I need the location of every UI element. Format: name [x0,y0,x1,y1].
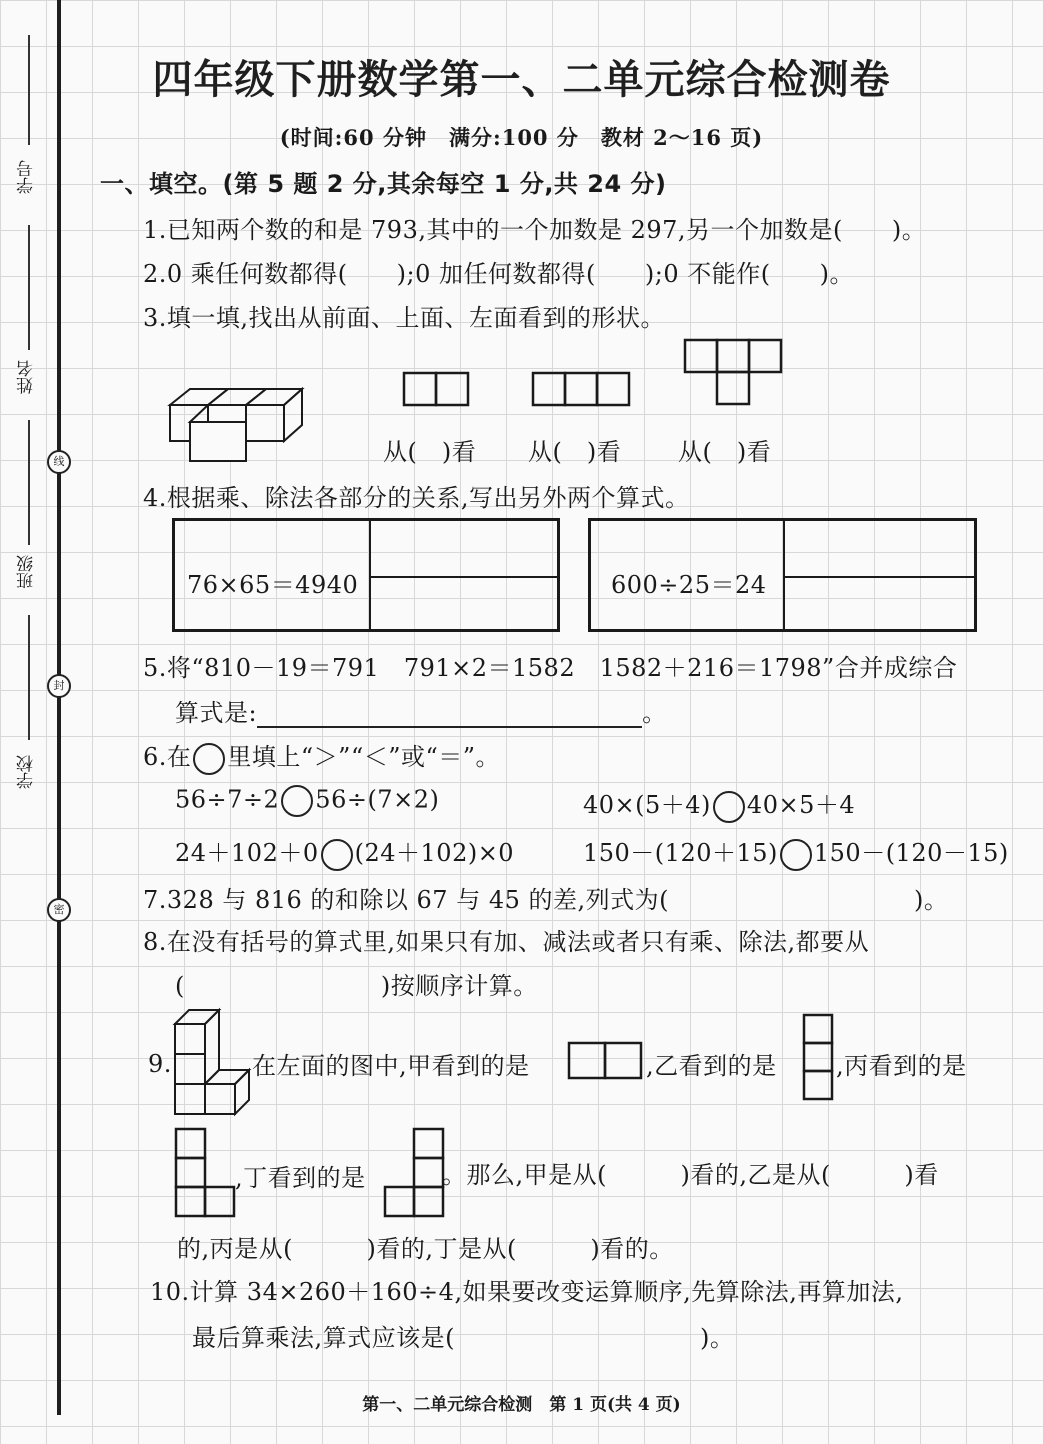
margin-blank-2 [28,225,30,350]
question-1: 1.已知两个数的和是 793,其中的一个加数是 297,另一个加数是( )。 [143,216,927,244]
q9-view-bing [175,1128,237,1218]
q4-box-1 [172,518,560,632]
binding-line [57,0,61,1415]
question-5-line-2 [175,693,667,728]
q9-number: 9. [148,1050,172,1078]
q3-view-c [684,339,784,409]
question-10-line-1: 10.计算 34×260＋160÷4,如果要改变运算顺序,先算除法,再算加法, [150,1278,904,1306]
q6-row-1-right [583,785,855,823]
question-4: 4.根据乘、除法各部分的关系,写出另外两个算式。 [143,484,690,512]
q6-circle-example [193,743,225,775]
q4-divider-1 [369,521,371,629]
question-10-line-2: 最后算乘法,算式应该是( )。 [192,1324,735,1352]
question-5-line-1: 5.将“810－19＝791 791×2＝1582 1582＋216＝1798”合并成综合 [143,654,958,682]
q4-eq-2: 600÷25＝24 [611,571,767,599]
page-title: 四年级下册数学第一、二单元综合检测卷 [152,57,891,103]
question-7: 7.328 与 816 的和除以 67 与 45 的差,列式为( )。 [143,886,949,914]
q4-box-2 [588,518,977,632]
q3-label-b: 从( )看 [528,438,622,466]
margin-blank-3 [28,420,30,545]
q5-prefix: 算式是: [175,699,258,727]
q5-answer-blank[interactable] [257,704,642,728]
q9-text-6: 的,丙是从( )看的,丁是从( )看的。 [177,1235,674,1263]
section-heading: 一、填空。(第 5 题 2 分,其余每空 1 分,共 24 分) [100,170,667,198]
q9-view-yi [803,1014,835,1100]
q9-cube-solid [174,1008,254,1118]
q9-text-3: ,丙看到的是 [836,1052,967,1080]
q3-label-a: 从( )看 [383,438,477,466]
mark-seal: 封 [47,674,71,698]
q6-text-a: 6.在 [143,743,192,771]
q6-expr: 150－(120＋15) [583,839,778,867]
question-3: 3.填一填,找出从前面、上面、左面看到的形状。 [143,304,666,332]
mark-secret: 密 [47,898,71,922]
q6-compare-circle[interactable] [780,839,812,871]
q6-expr: 40×(5＋4) [583,791,711,819]
q4-answer-line-2[interactable] [785,576,975,578]
q6-row-1-left [175,785,439,817]
page-subtitle: (时间:60 分钟 满分:100 分 教材 2～16 页) [279,125,764,150]
q9-text-1: 在左面的图中,甲看到的是 [252,1052,530,1080]
q6-expr: 24＋102＋0 [175,839,319,867]
question-8-line-1: 8.在没有括号的算式里,如果只有加、减法或者只有乘、除法,都要从 [143,928,870,956]
q5-suffix: 。 [642,699,667,727]
margin-blank-4 [28,615,30,740]
q6-expr: 150－(120－15) [813,839,1009,867]
margin-student-no: 学号 [17,160,37,194]
margin-class: 班级 [17,555,37,589]
q6-row-2-left [175,833,514,871]
q4-divider-2 [783,521,785,629]
q6-compare-circle[interactable] [281,785,313,817]
question-2: 2.0 乘任何数都得( );0 加任何数都得( );0 不能作( )。 [143,260,854,288]
q6-expr: 56÷(7×2) [315,785,440,814]
q6-expr: 40×5＋4 [746,791,856,819]
q3-view-a [403,372,473,408]
q9-view-jia [568,1042,644,1080]
q6-row-2-right [583,833,1009,871]
q6-expr: 56÷7÷2 [175,785,280,814]
q9-text-5: 。那么,甲是从( )看的,乙是从( )看 [442,1161,939,1189]
page-footer: 第一、二单元综合检测 第 1 页(共 4 页) [362,1395,681,1415]
q3-cube-solid [168,385,308,465]
q9-view-ding [384,1128,446,1218]
q6-compare-circle[interactable] [713,791,745,823]
mark-line: 线 [47,450,71,474]
q3-view-b [532,372,632,408]
question-8-line-2: ( )按顺序计算。 [175,972,538,1000]
q6-expr: (24＋102)×0 [354,839,515,867]
q4-eq-1: 76×65＝4940 [187,571,359,599]
q9-text-2: ,乙看到的是 [646,1052,777,1080]
margin-school: 学校 [17,755,37,789]
q9-text-4: ,丁看到的是 [235,1164,366,1192]
margin-name: 姓名 [17,360,37,394]
q3-label-c: 从( )看 [678,438,772,466]
q6-text-b: 里填上“＞”“＜”或“＝”。 [227,743,501,771]
question-6 [143,737,500,775]
q4-answer-line-1[interactable] [371,576,559,578]
q6-compare-circle[interactable] [321,839,353,871]
